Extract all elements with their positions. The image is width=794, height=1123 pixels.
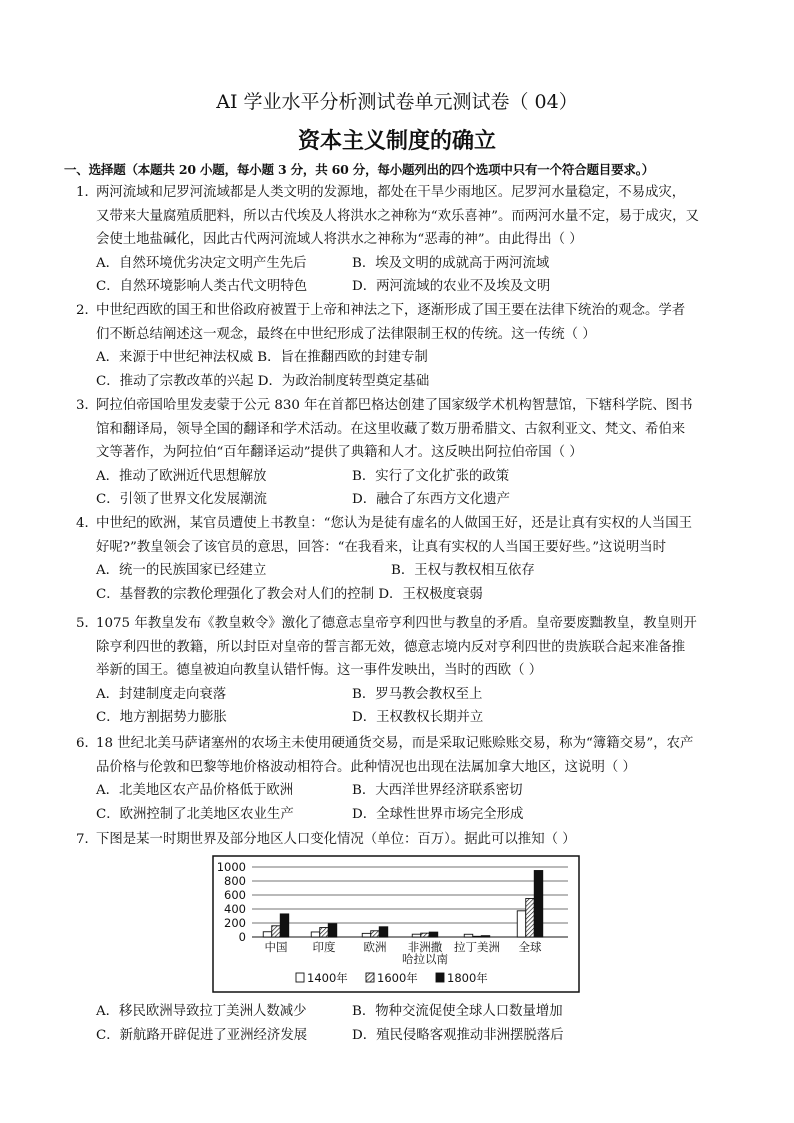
option-a[interactable]: A．自然环境优劣决定文明产生先后 <box>96 255 307 271</box>
bar <box>481 936 490 937</box>
bar <box>464 934 473 937</box>
bar <box>412 934 421 937</box>
section-heading: 一、选择题（本题共 20 小题，每小题 3 分，共 60 分，每小题列出的四个选项中只有一个符合题目要求。） <box>64 162 655 177</box>
x-tick-label: 欧洲 <box>363 940 387 954</box>
question-text: 1075 年教皇发布《教皇敕令》激化了德意志皇帝亨利四世与教皇的矛盾。皇帝要废黜教皇，教皇则开 <box>96 616 697 631</box>
legend <box>296 971 488 985</box>
question-1 <box>76 181 726 299</box>
x-tick-label: 中国 <box>264 940 288 954</box>
question-text: 馆和翻译局，领导全国的翻译和学术活动。在这里收藏了数万册希腊文、古叙利亚文、梵文、希伯来 <box>96 421 686 437</box>
option-c[interactable]: C．地方割据势力膨胀 <box>96 710 227 726</box>
question-5 <box>76 612 726 730</box>
question-text: 又带来大量腐殖质肥料，所以古代埃及人将洪水之神称为“欢乐喜神”。而两河水量不定，易于成灾，又 <box>96 208 699 224</box>
question-7-options <box>76 1000 726 1047</box>
question-2 <box>76 299 726 393</box>
question-text: 阿拉伯帝国哈里发麦蒙于公元 830 年在首都巴格达创建了国家级学术机构智慧馆，下辖科学院、图书 <box>96 398 693 413</box>
x-tick-label: 印度 <box>312 940 336 954</box>
option-a[interactable]: A．北美地区农产品价格低于欧洲 <box>96 783 294 799</box>
question-number: 7． <box>76 832 98 847</box>
bar <box>328 924 337 937</box>
option-line-ab[interactable]: A．来源于中世纪神法权威 B．旨在推翻西欧的封建专制 <box>96 350 428 366</box>
question-text: 会使土地盐碱化，因此古代两河流域人将洪水之神称为“恶毒的神”。由此得出（ ） <box>96 232 583 248</box>
option-d[interactable]: D．王权教权长期并立 <box>352 710 484 726</box>
option-a[interactable]: A．移民欧洲导致拉丁美洲人数减少 <box>96 1004 307 1019</box>
legend-swatch <box>366 973 374 982</box>
question-text: 18 世纪北美马萨诸塞州的农场主未使用硬通货交易，而是采取记账赊账交易，称为“簿籍交易”，农产 <box>96 736 694 751</box>
bar <box>371 931 380 937</box>
bar <box>362 933 371 937</box>
option-b[interactable]: B．王权与教权相互依存 <box>391 563 535 579</box>
bar <box>320 928 329 937</box>
question-4 <box>76 512 726 606</box>
bar <box>429 932 438 937</box>
y-tick-label: 200 <box>224 916 246 930</box>
bar <box>473 936 482 937</box>
bar <box>311 932 320 937</box>
option-c[interactable]: C．自然环境影响人类古代文明特色 <box>96 279 308 295</box>
question-text: 中世纪西欧的国王和世俗政府被置于上帝和神法之下，逐渐形成了国王要在法律下统治的观念。学者 <box>96 303 686 318</box>
y-tick-label: 600 <box>224 888 246 902</box>
option-b[interactable]: B．埃及文明的成就高于两河流域 <box>352 255 550 271</box>
unit-title: 资本主义制度的确立 <box>297 128 496 154</box>
option-line-cd[interactable]: C．推动了宗教改革的兴起 D．为政治制度转型奠定基础 <box>96 373 430 389</box>
x-tick-label: 非洲撒 <box>407 940 443 954</box>
population-bar-chart <box>212 855 580 993</box>
bar <box>272 926 281 937</box>
question-7 <box>76 828 726 852</box>
x-tick-label: 全球 <box>518 940 542 954</box>
y-tick-label: 800 <box>224 874 246 888</box>
legend-label: 1400年 <box>307 971 348 985</box>
legend-label: 1600年 <box>377 971 418 985</box>
option-a[interactable]: A．推动了欧洲近代思想解放 <box>96 468 267 484</box>
y-tick-label: 0 <box>238 930 246 944</box>
option-b[interactable]: B．大西洋世界经济联系密切 <box>352 783 523 799</box>
option-c[interactable]: C．引领了世界文化发展潮流 <box>96 492 267 508</box>
bar <box>379 927 388 937</box>
question-text: 除亨利四世的教籍，所以封臣对皇帝的誓言都无效，德意志境内反对亨利四世的贵族联合起来准备推 <box>96 639 686 655</box>
question-text: 文等著作，为阿拉伯“百年翻译运动”提供了典籍和人才。这反映出阿拉伯帝国（ ） <box>96 445 583 461</box>
question-6 <box>76 732 726 826</box>
question-text: 们不断总结阐述这一观念，最终在中世纪形成了法律限制王权的传统。这一传统（ ） <box>96 326 596 342</box>
bar <box>534 871 543 938</box>
question-number: 4． <box>76 516 98 531</box>
question-text: 好呢?”教皇领会了该官员的意思，回答：“在我看来，让真有实权的人当国王要好些。”这说明当时 <box>96 539 667 555</box>
question-3 <box>76 394 726 512</box>
question-number: 2． <box>76 303 98 318</box>
y-tick-label: 1000 <box>216 860 246 874</box>
bar <box>526 899 535 938</box>
question-text: 举新的国王。德皇被迫向教皇认错忏悔。这一事件发映出，当时的西欧（ ） <box>96 663 543 679</box>
option-b[interactable]: B．物种交流促使全球人口数量增加 <box>352 1004 563 1019</box>
option-d[interactable]: D．全球性世界市场完全形成 <box>352 806 524 822</box>
option-d[interactable]: D．两河流域的农业不及埃及文明 <box>352 279 551 295</box>
question-number: 5． <box>76 616 98 631</box>
option-c[interactable]: C．欧洲控制了北美地区农业生产 <box>96 806 294 822</box>
option-a[interactable]: A．统一的民族国家已经建立 <box>96 563 267 579</box>
option-a[interactable]: A．封建制度走向衰落 <box>96 686 227 702</box>
bar <box>280 914 289 937</box>
legend-label: 1800年 <box>447 971 488 985</box>
x-tick-label: 拉丁美洲 <box>454 940 500 954</box>
question-text: 下图是某一时期世界及部分地区人口变化情况（单位：百万）。据此可以推知（ ） <box>96 832 576 847</box>
option-line-cd[interactable]: C．基督教的宗教伦理强化了教会对人们的控制 D．王权极度衰弱 <box>96 586 483 602</box>
option-c[interactable]: C．新航路开辟促进了亚洲经济发展 <box>96 1027 308 1043</box>
question-text: 品价格与伦敦和巴黎等地价格波动相符合。此种情况也出现在法属加拿大地区，这说明（ ） <box>96 759 636 775</box>
option-b[interactable]: B．实行了文化扩张的政策 <box>352 468 510 484</box>
x-tick-label: 哈拉以南 <box>402 952 448 966</box>
bar <box>517 911 526 937</box>
question-number: 6． <box>76 736 98 751</box>
question-text: 两河流域和尼罗河流域都是人类文明的发源地，都处在干旱少雨地区。尼罗河水量稳定，不易成灾， <box>96 185 686 200</box>
bar <box>263 932 272 937</box>
legend-swatch <box>296 973 304 982</box>
question-number: 1． <box>76 185 98 200</box>
question-text: 中世纪的欧洲，某官员遭使上书教皇：“您认为是徒有虚名的人做国王好，还是让真有实权的人当国王 <box>96 516 693 531</box>
question-number: 3． <box>76 398 98 413</box>
bar <box>421 933 430 937</box>
legend-swatch <box>436 973 444 982</box>
option-d[interactable]: D．融合了东西方文化遗产 <box>352 492 511 508</box>
exam-title: AI 学业水平分析测试卷单元测试卷（ 04） <box>216 91 578 113</box>
y-tick-label: 400 <box>224 902 246 916</box>
option-b[interactable]: B．罗马教会教权至上 <box>352 686 483 702</box>
option-d[interactable]: D．殖民侵略客观推动非洲摆脱落后 <box>352 1027 564 1043</box>
